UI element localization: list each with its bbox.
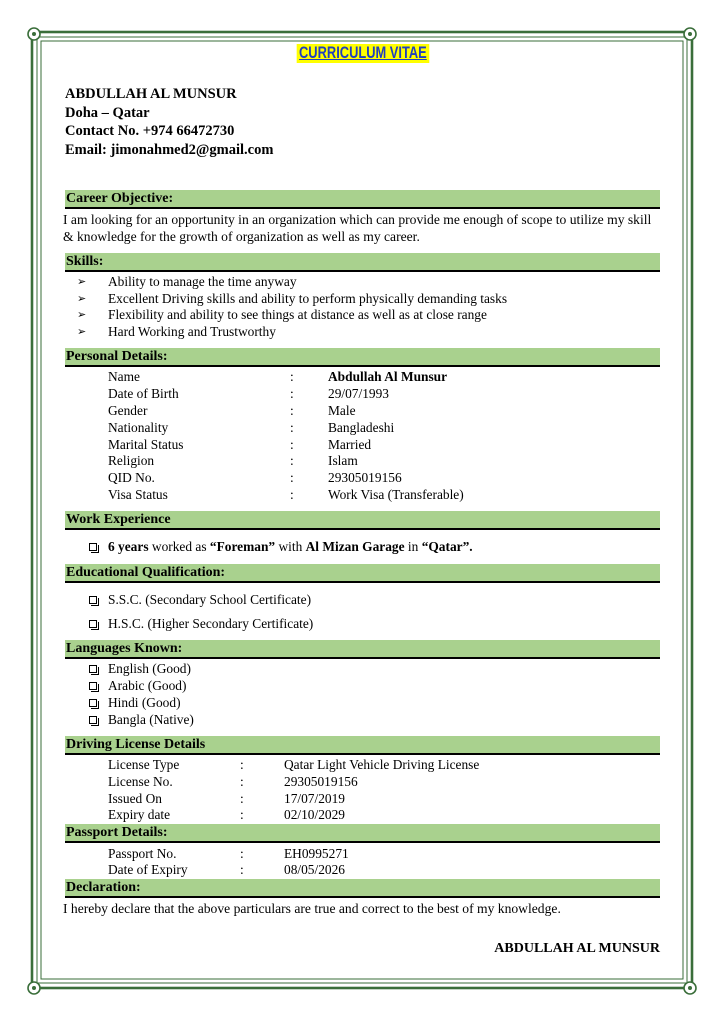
- declaration-text: I hereby declare that the above particulars are true and correct to the best of my knowledge.: [63, 901, 561, 916]
- section-personal-details: Personal Details:: [65, 348, 660, 367]
- section-passport: Passport Details:: [65, 824, 660, 843]
- arrow-bullet-icon: ➢: [77, 275, 87, 288]
- applicant-location: Doha – Qatar: [65, 105, 150, 121]
- checkbox-bullet-icon: [89, 620, 97, 628]
- section-career-objective: Career Objective:: [65, 190, 660, 209]
- arrow-bullet-icon: ➢: [77, 308, 87, 321]
- applicant-name: ABDULLAH AL MUNSUR: [65, 86, 237, 102]
- document-title: CURRICULUM VITAE: [296, 44, 428, 63]
- checkbox-bullet-icon: [89, 596, 97, 604]
- checkbox-bullet-icon: [89, 699, 97, 707]
- career-objective-text: I am looking for an opportunity in an organization which can provide me enough of scope to utilize my skill & knowledge for the growth of organization as well as my career.: [63, 212, 652, 244]
- section-driving-license: Driving License Details: [65, 736, 660, 755]
- applicant-contact: Contact No. +974 66472730: [65, 123, 235, 139]
- checkbox-bullet-icon: [89, 716, 97, 724]
- checkbox-bullet-icon: [89, 543, 97, 551]
- section-education: Educational Qualification:: [65, 564, 660, 583]
- section-work-experience: Work Experience: [65, 511, 660, 530]
- section-skills: Skills:: [65, 253, 660, 272]
- arrow-bullet-icon: ➢: [77, 292, 87, 305]
- checkbox-bullet-icon: [89, 682, 97, 690]
- applicant-email: Email: jimonahmed2@gmail.com: [65, 142, 274, 158]
- checkbox-bullet-icon: [89, 665, 97, 673]
- signature-name: ABDULLAH AL MUNSUR: [494, 941, 660, 956]
- arrow-bullet-icon: ➢: [77, 325, 87, 338]
- section-languages: Languages Known:: [65, 640, 660, 659]
- section-declaration: Declaration:: [65, 879, 660, 898]
